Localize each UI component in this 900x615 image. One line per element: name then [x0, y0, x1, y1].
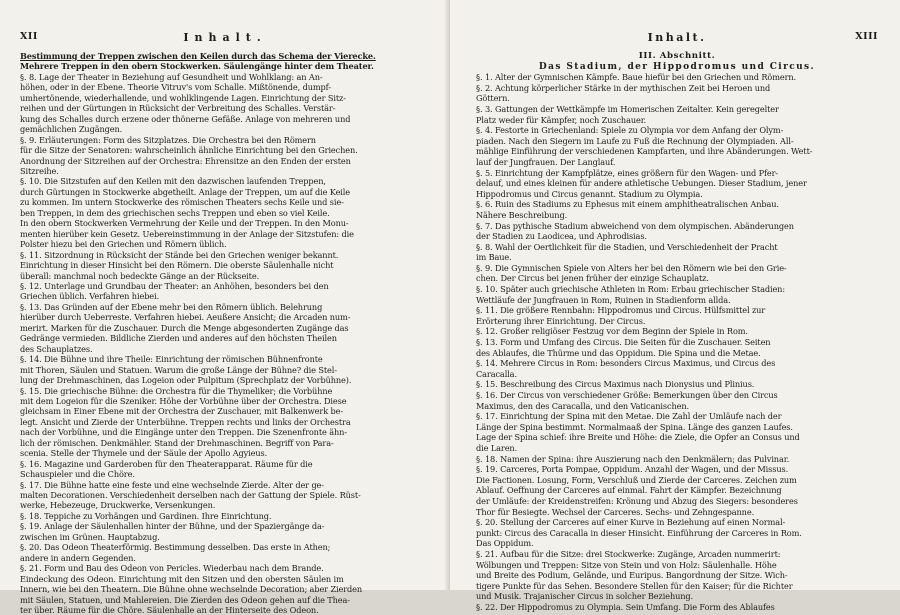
text-line: menten hierüber kein Gesetz. Uebereinstimmung in der Anlage der Sitzstufen: die [20, 228, 354, 239]
text-line: andere in andern Gegenden. [20, 552, 136, 563]
text-line: §. 13. Das Gründen auf der Ebene mehr bei den Römern üblich. Belehrung [20, 301, 323, 312]
text-line: §. 4. Festorte in Griechenland: Spiele zu Olympia vor dem Anfang der Olym- [476, 125, 784, 136]
text-line: piaden. Nach den Siegern im Laufe zu Fuß die Rechnung der Olympiaden. All- [476, 135, 794, 146]
right-page [450, 0, 900, 612]
text-line: §. 14. Die Bühne und ihre Theile: Einrichtung der römischen Bühnenfronte [20, 354, 323, 365]
text-line: die Laren. [476, 442, 518, 453]
right-running-title: Inhalt. [647, 31, 707, 44]
text-line: zwischen im Grünen. Hauptabzug. [20, 531, 160, 542]
text-line: §. 17. Einrichtung der Spina mit den Metae. Die Zahl der Umläufe nach der [476, 411, 782, 422]
text-line: Hippodromus und Circus genannt. Stadium zu Olympia. [476, 188, 703, 199]
text-line: §. 16. Der Circus von verschiedener Größe: Bemerkungen über den Circus [476, 390, 778, 400]
text-line: Länge der Spina bestimmt. Normalmaaß der Spina. Länge des ganzen Laufes. [476, 421, 793, 432]
text-line: werke, Hebezeuge, Druckwerke, Versenkungen. [20, 500, 216, 511]
right-page-text [476, 51, 878, 612]
text-line: scenia. Stelle der Thymele und der Säule der Apollo Agyieus. [20, 448, 268, 459]
right-page-number: XIII [855, 31, 878, 42]
text-line: Griechen üblich. Verfahren hiebei. [20, 291, 160, 302]
text-line: §. 11. Die größere Rennbahn: Hippodromus und Circus. Hülfsmittel zur [476, 305, 766, 316]
text-line: Die Factionen. Losung, Form, Verschluß und Zierde der Carceres. Zeichen zum [476, 474, 797, 485]
text-line: Eindeckung des Odeon. Einrichtung mit den Sitzen und den obersten Säulen im [20, 573, 344, 584]
text-line: mit Säulen, Statuen, und Mahlereien. Die Zierden des Odeon gehen auf die Thea- [20, 594, 350, 605]
text-line: Das Oppidum. [476, 538, 534, 549]
text-line: §. 8. Lage der Theater in Beziehung auf Gesundheit und Wohlklang: an An- [20, 71, 323, 82]
text-line: §. 15. Beschreibung des Circus Maximus nach Dionysius und Plinius. [476, 379, 755, 390]
text-line: §. 19. Carceres, Porta Pompae, Oppidum. Anzahl der Wagen, und der Missus. [476, 464, 789, 475]
text-line: §. 14. Mehrere Circus in Rom: besonders Circus Maximus, und Circus des [476, 358, 776, 369]
text-line: §. 9. Erläuterungen: Form des Sitzplatzes. Die Orchestra bei den Römern [20, 134, 316, 145]
text-line: Maximus, den des Caracalla, und den Vaticanischen. [476, 400, 689, 411]
text-line: §. 2. Achtung körperlicher Stärke in der mythischen Zeit bei Heroen und [476, 82, 771, 93]
text-line: des Schauplatzes. [20, 343, 93, 354]
text-line: §. 10. Die Sitzstufen auf den Keilen mit den dazwischen laufenden Treppen, [20, 176, 326, 187]
text-line: Innern, wie bei den Theatern. Die Bühne ohne wechselnde Decoration; aber Zierden [20, 584, 363, 595]
text-line: §. 17. Die Bühne hatte eine feste und eine wechselnde Zierde. Alter der ge- [20, 479, 324, 490]
text-line: chen. Der Circus bei jenen früher der einzige Schauplatz. [476, 273, 709, 284]
text-line: merirt. Marken für die Zuschauer. Durch die Menge abgesonderten Zugänge das [20, 322, 349, 333]
text-line: Mehrere Treppen in den obern Stockwerken. Säulengänge hinter dem Theater. [20, 61, 374, 72]
text-line: §. 20. Das Odeon Theaterförmig. Bestimmung desselben. Das erste in Athen; [20, 542, 331, 553]
text-line: §. 21. Form und Bau des Odeon von Pericles. Wiederbau nach dem Brande. [20, 563, 324, 574]
text-line: Das Stadium, der Hippodromus und Circus. [538, 61, 816, 72]
text-line: umhertönende, wiederhallende, und wohlklingende Lagen. Einrichtung der Sitz- [20, 92, 346, 103]
text-line: §. 1. Alter der Gymnischen Kämpfe. Baue hiefür bei den Griechen und Römern. [476, 72, 797, 83]
text-line: mit Thoren, Säulen und Statuen. Warum die große Länge der Bühne? die Stel- [20, 364, 337, 375]
text-line: Einrichtung in dieser Hinsicht bei den Römern. Die oberste Säulenhalle nicht [20, 260, 334, 271]
text-line: lauf der Jungfrauen. Der Langlauf. [476, 156, 616, 167]
text-line: Thor für Besiegte. Wechsel der Carceres. Sechs- und Zehngespanne. [476, 506, 755, 517]
text-line: §. 6. Ruin des Stadiums zu Ephesus mit einem amphitheatralischen Anbau. [476, 199, 779, 210]
text-line: Wölbungen und Treppen: Sitze von Stein und von Holz: Säulenhalle. Höhe [476, 559, 777, 570]
text-line: §. 18. Namen der Spina: ihre Auszierung nach den Denkmälern; das Pulvinar. [476, 453, 790, 464]
text-line: §. 3. Gattungen der Wettkämpfe im Homerischen Zeitalter. Kein geregelter [476, 103, 779, 114]
text-line: im Baue. [476, 252, 512, 263]
text-line: Gedränge vermieden. Bildliche Zierden und anderes auf den höchsten Theilen [20, 333, 337, 344]
text-line: ben Treppen, in dem des griechischen sechs Treppen und eben so viel Keile. [20, 207, 330, 218]
text-line: §. 19. Anlage der Säulenhallen hinter der Bühne, und der Spaziergänge da- [20, 521, 325, 532]
text-line: Nähere Beschreibung. [476, 209, 568, 220]
text-line: Bestimmung der Treppen zwischen den Keilen durch das Schema der Vierecke. [20, 51, 376, 61]
text-line: überall: manchmal noch bedeckte Gänge an der Rückseite. [20, 270, 260, 281]
text-line: §. 18. Teppiche zu Vorhängen und Gardinen. Ihre Einrichtung. [20, 510, 272, 521]
text-line: und Musik. Trajanischer Circus in solcher Beziehung. [476, 591, 694, 602]
text-line: Platz weder für Kämpfer, noch Zuschauer. [476, 114, 647, 125]
text-line: und Breite des Podium, Gelände, und Euripus. Bangordnung der Sitze. Wich- [476, 570, 788, 581]
text-line: Göttern. [476, 93, 510, 104]
text-line: §. 22. Der Hippodromus zu Olympia. Sein Umfang. Die Form des Ablaufes [476, 601, 775, 612]
text-line: §. 12. Unterlage und Grundbau der Theater: an Anhöhen, besonders bei den [20, 280, 329, 291]
text-line: der Stadien zu Laodicea, und Aphrodisias. [476, 231, 647, 242]
text-line: reihen und der Gürtungen in Rücksicht der Verbreitung des Schalles. Verstär- [20, 103, 336, 114]
text-line: In den obern Stockwerken Vermehrung der Keile und der Treppen. In den Monu- [20, 218, 349, 229]
text-line: Erörterung ihrer Einrichtung. Der Circus. [476, 315, 646, 326]
text-line: §. 5. Einrichtung der Kampfplätze, eines größern für den Wagen- und Pfer- [476, 167, 779, 178]
left-page-header [20, 31, 430, 47]
text-line: §. 10. Später auch griechische Athleten in Rom: Erbau griechischer Stadien: [476, 284, 785, 295]
text-line: hierüber durch Ueberreste. Verfahren hiebei. Aeußere Ansicht; die Arcaden num- [20, 312, 351, 323]
text-line: mit dem Logeion für die Szeniker. Höhe der Vorbühne über der Orchestra. Diese [20, 395, 347, 406]
text-line: des Ablaufes, die Thürme und das Oppidum. Die Spina und die Metae. [476, 347, 761, 358]
text-line: §. 7. Das pythische Stadium abweichend von dem olympischen. Abänderungen [476, 220, 794, 231]
text-line: Lage der Spina schief: ihre Breite und Höhe: die Ziele, die Opfer an Consus und [476, 432, 800, 443]
text-line: lich der römischen. Denkmähler. Stand der Drehmaschinen. Begriff von Para- [20, 437, 334, 448]
text-line: §. 13. Form und Umfang des Circus. Die Seiten für die Zuschauer. Seiten [476, 337, 771, 348]
text-line: Anordnung der Sitzreihen auf der Orchestra: Ehrensitze an den Enden der ersten [20, 155, 351, 166]
text-line: Sitzreihe. [20, 165, 59, 176]
text-line: §. 8. Wahl der Oertlichkeit für die Stadien, und Verschiedenheit der Pracht [476, 241, 778, 252]
text-line: III. Abschnitt. [638, 51, 716, 61]
text-line: lung der Drehmaschinen, das Logeion oder Pulpitum (Sprechplatz der Vorbühne). [20, 375, 352, 386]
left-running-title: Inhalt. [183, 31, 267, 44]
text-line: Polster hiezu bei den Griechen und Römern üblich. [20, 239, 227, 250]
text-line: §. 9. Die Gymnischen Spiele von Alters her bei den Römern wie bei den Grie- [476, 262, 787, 273]
text-line: §. 11. Sitzordnung in Rücksicht der Stände bei den Griechen weniger bekannt. [20, 249, 339, 260]
left-page-number: XII [20, 31, 38, 42]
text-line: kung des Schalles durch erzene oder thönerne Gefäße. Anlage von mehreren und [20, 113, 351, 124]
text-line: gleichsam in Einer Ebene mit der Orchestra der Zuschauer, mit Balkenwerk be- [20, 406, 344, 417]
text-line: tigere Punkte für das Sehen. Besondere Stellen für den Kaiser; für die Richter [476, 580, 793, 591]
text-line: nach der Vorbühne, und die Eingänge unter den Treppen. Die Szenenfronte ähn- [20, 427, 347, 438]
text-line: punkt: Circus des Caracalla in dieser Hinsicht. Einführung der Carceres in Rom. [476, 527, 802, 538]
text-line: mählige Einführung der verschiedenen Kampfarten, und ihre Abänderungen. Wett- [476, 146, 813, 157]
text-line: der Umläufe: der Kreidenstreifen: Krönung und Abzug des Siegers: besonderes [476, 495, 798, 506]
text-line: Wettläufe der Jungfrauen in Rom, Ruinen in Stadienform allda. [476, 294, 731, 305]
text-line: höhen, oder in der Ebene. Theorie Vitruv's vom Schalle. Mißtönende, dumpf- [20, 82, 331, 93]
text-line: delauf, und eines kleinen für andere athletische Uebungen. Dieser Stadium, jener [476, 178, 807, 189]
text-line: §. 12. Großer religiöser Festzug vor dem Beginn der Spiele in Rom. [476, 326, 748, 337]
text-line: Caracalla. [476, 368, 517, 379]
text-line: malten Decorationen. Verschiedenheit derselben nach der Gattung der Spiele. Rüst- [20, 490, 361, 501]
text-line: Schauspieler und die Chöre. [20, 469, 135, 480]
text-line: Ablauf. Oeffnung der Carceres auf einmal. Fahrt der Kämpfer. Bezeichnung [476, 485, 782, 496]
text-line: §. 21. Aufbau für die Sitze: drei Stockwerke: Zugänge, Arcaden nummerirt: [476, 548, 781, 559]
left-page-text [20, 51, 430, 615]
text-line: zu kommen. Im untern Stockwerke des römischen Theaters sechs Keile und sie- [20, 197, 344, 208]
text-line: §. 16. Magazine und Garderoben für den Theaterapparat. Räume für die [20, 458, 313, 469]
text-line: legt. Ansicht und Zierde der Unterbühne. Treppen rechts und links der Orchestra [20, 416, 351, 427]
text-line: für die Sitze der Senatoren: wahrscheinlich ähnliche Einrichtung bei den Griechen. [20, 145, 358, 156]
text-line: gemächlichen Zugängen. [20, 124, 123, 135]
text-line: §. 20. Stellung der Carceres auf einer Kurve in Beziehung auf einen Normal- [476, 517, 786, 528]
right-page-header [476, 31, 878, 47]
text-line: ter über. Räume für die Chöre. Säulenhalle an der Hinterseite des Odeon. [20, 605, 319, 615]
text-line: §. 15. Die griechische Bühne: die Orchestra für die Thymeliker; die Vorbühne [20, 385, 333, 396]
text-line: durch Gürtungen in Stockwerke abgetheilt. Anlage der Treppen, um auf die Keile [20, 186, 351, 197]
